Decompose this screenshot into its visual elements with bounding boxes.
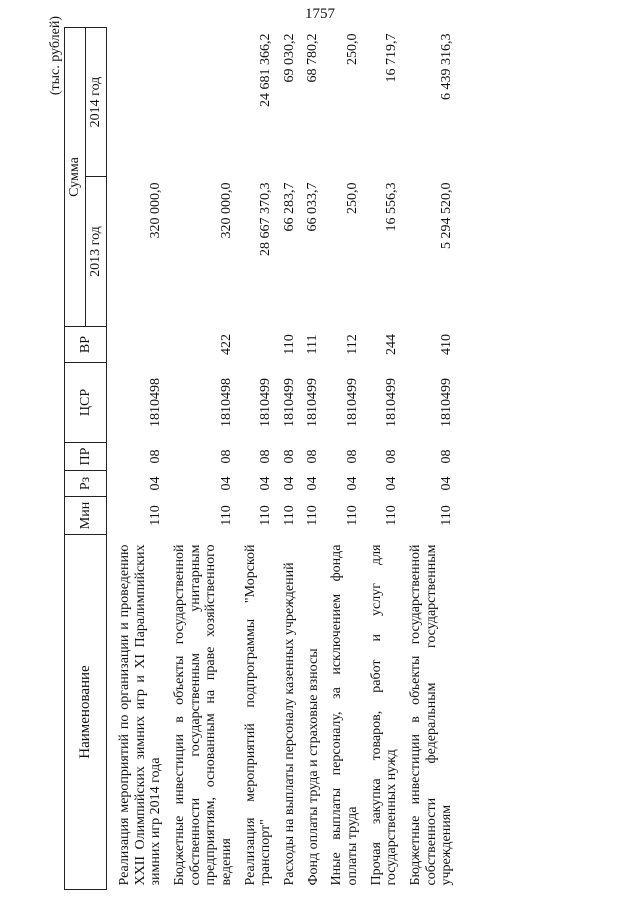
table-row xyxy=(276,28,300,890)
row-sum-2013: 320 000,0 xyxy=(218,182,234,239)
row-pr: 08 xyxy=(384,449,400,464)
row-name: Бюджетные инвестиции в объекты государственной собственности федеральным государственным учреждениям xyxy=(408,544,455,886)
row-sum-2014 xyxy=(107,28,167,177)
row-rz: 04 xyxy=(218,476,234,491)
header-year-2013: 2013 год xyxy=(86,177,107,327)
row-sum-2013: 250,0 xyxy=(344,182,360,214)
row-name: Расходы на выплаты персоналу казенных учреждений xyxy=(282,562,298,886)
header-name: Наименование xyxy=(65,535,107,890)
row-name: Реализация мероприятий подпрограммы "Морской транспорт" xyxy=(242,544,274,886)
row-csr: 1810499 xyxy=(305,378,321,427)
row-csr: 1810499 xyxy=(384,378,400,427)
budget-table xyxy=(64,27,457,890)
row-min: 110 xyxy=(281,505,297,526)
row-pr: 08 xyxy=(148,449,164,464)
row-sum-2014: 68 780,2 xyxy=(305,33,321,83)
table-row xyxy=(402,28,457,890)
row-csr: 1810499 xyxy=(344,378,360,427)
row-name: Бюджетные инвестиции в объекты государственной собственности государственным унитарным предприятиям, основанным на праве хозяйственного ведения xyxy=(172,544,235,886)
row-rz: 04 xyxy=(281,476,297,491)
budget-table-page xyxy=(18,0,640,898)
row-sum-2014: 69 030,2 xyxy=(281,33,297,83)
header-min: Мин xyxy=(65,497,107,535)
row-min: 110 xyxy=(218,505,234,526)
row-sum-2013: 320 000,0 xyxy=(148,182,164,239)
row-min: 110 xyxy=(148,505,164,526)
row-min: 110 xyxy=(305,505,321,526)
table-row xyxy=(237,28,276,890)
row-pr: 08 xyxy=(218,449,234,464)
row-vr: 112 xyxy=(344,334,360,355)
table-body xyxy=(107,28,458,890)
row-csr: 1810498 xyxy=(218,378,234,427)
row-rz: 04 xyxy=(384,476,400,491)
row-sum-2014: 250,0 xyxy=(344,33,360,65)
row-sum-2013: 28 667 370,3 xyxy=(258,182,274,256)
row-pr: 08 xyxy=(258,449,274,464)
header-rz: Рз xyxy=(65,471,107,497)
row-min: 110 xyxy=(439,505,455,526)
row-name: Прочая закупка товаров, работ и услуг для государственных нужд xyxy=(368,544,400,886)
header-csr: ЦСР xyxy=(65,363,107,443)
row-sum-2013: 5 294 520,0 xyxy=(439,182,455,249)
header-vr: ВР xyxy=(65,327,107,363)
row-vr: 422 xyxy=(218,334,234,355)
row-sum-2014: 16 719,7 xyxy=(384,33,400,83)
row-csr: 1810499 xyxy=(281,378,297,427)
row-csr: 1810498 xyxy=(148,378,164,427)
row-csr: 1810499 xyxy=(258,378,274,427)
row-name: Иные выплаты персоналу, за исключением фонда оплаты труда xyxy=(329,544,361,886)
row-vr: 410 xyxy=(439,334,455,355)
row-sum-2014 xyxy=(166,28,237,177)
table-row xyxy=(107,28,167,890)
row-rz: 04 xyxy=(148,476,164,491)
row-pr: 08 xyxy=(344,449,360,464)
row-rz: 04 xyxy=(305,476,321,491)
row-vr xyxy=(237,327,276,363)
table-row xyxy=(300,28,324,890)
header-year-2014: 2014 год xyxy=(86,28,107,177)
table-header xyxy=(65,28,107,890)
table-row xyxy=(166,28,237,890)
row-sum-2013: 16 556,3 xyxy=(384,182,400,232)
row-name: Фонд оплаты труда и страховые взносы xyxy=(305,648,321,886)
units-label: (тыс. рублей) xyxy=(48,16,63,96)
row-name: Реализация мероприятий по организации и проведению XXII Олимпийских зимних игр и XI Паралимпийских зимних игр 2014 года xyxy=(117,544,164,886)
row-pr: 08 xyxy=(439,449,455,464)
row-sum-2013: 66 283,7 xyxy=(281,182,297,232)
row-rz: 04 xyxy=(344,476,360,491)
row-rz: 04 xyxy=(439,476,455,491)
row-min: 110 xyxy=(384,505,400,526)
row-rz: 04 xyxy=(258,476,274,491)
row-sum-2014: 24 681 366,2 xyxy=(258,33,274,107)
row-min: 110 xyxy=(344,505,360,526)
row-csr: 1810499 xyxy=(439,378,455,427)
page-number: 1757 xyxy=(305,6,335,22)
row-vr: 110 xyxy=(281,334,297,355)
row-min: 110 xyxy=(258,505,274,526)
row-vr xyxy=(107,327,167,363)
row-vr: 111 xyxy=(305,334,321,355)
table-row xyxy=(363,28,402,890)
row-vr: 244 xyxy=(384,334,400,355)
row-pr: 08 xyxy=(281,449,297,464)
row-pr: 08 xyxy=(305,449,321,464)
row-sum-2013: 66 033,7 xyxy=(305,182,321,232)
table-row xyxy=(323,28,362,890)
header-pr: ПР xyxy=(65,443,107,471)
header-sum: Сумма xyxy=(65,28,86,327)
row-sum-2014: 6 439 316,3 xyxy=(439,33,455,100)
